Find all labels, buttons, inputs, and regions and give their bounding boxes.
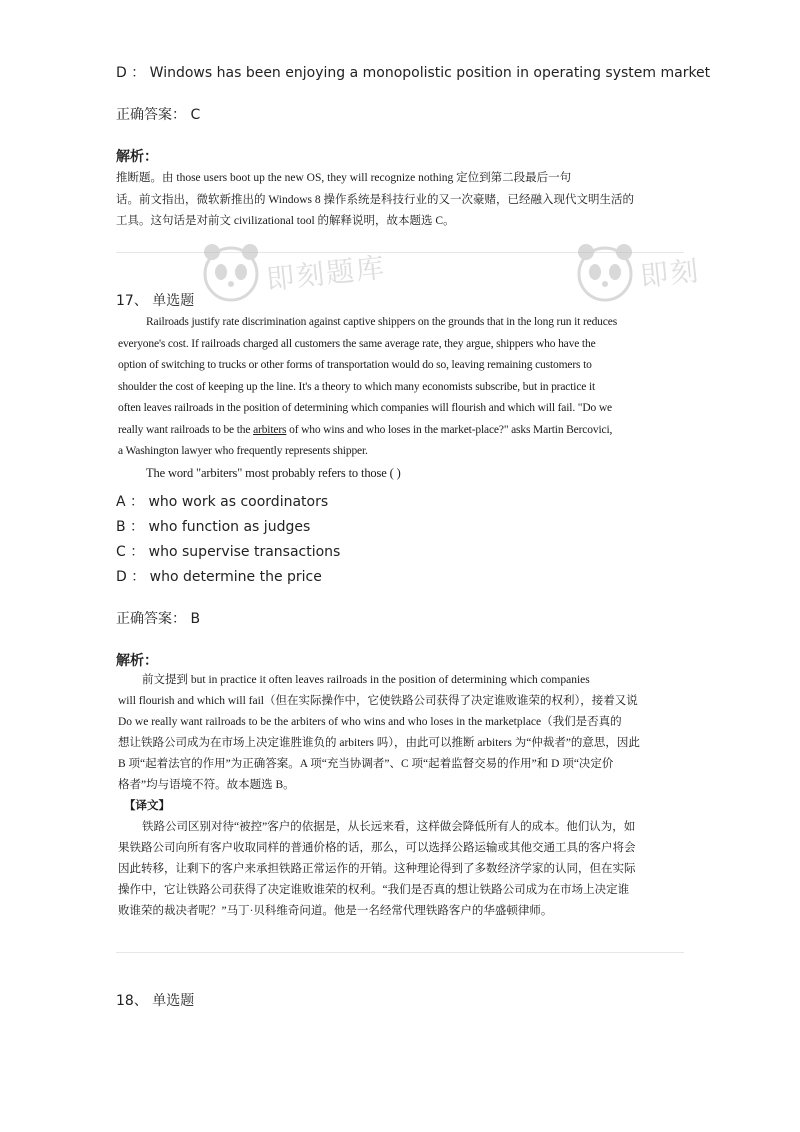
underlined-word: arbiters <box>253 423 287 436</box>
text-run: really want railroads to be the <box>118 423 254 436</box>
text-run: of who wins and who loses in the market-place?" asks Martin Bercovici, <box>286 423 613 436</box>
option-d[interactable]: D ： who determine the price <box>116 569 322 585</box>
scan-line: 果铁路公司向所有客户收取同样的普通价格的话，那么，可以选择公路运输或其他交通工具的客户将会 <box>118 842 636 854</box>
watermark <box>570 238 640 312</box>
q17-analysis-label: 解析： <box>116 653 158 669</box>
watermark <box>196 238 266 312</box>
translation-label: 【译文】 <box>124 800 170 812</box>
option-c[interactable]: C ： who supervise transactions <box>116 544 341 560</box>
q16-option-d: D ： Windows has been enjoying a monopolistic position in operating system market <box>116 65 711 81</box>
scan-line: option of switching to trucks or other forms of transportation would do so, leaving remaining customers to <box>118 359 592 371</box>
scan-line: Railroads justify rate discrimination against captive shippers on the grounds that in the long run it reduces <box>146 316 618 328</box>
divider <box>116 952 684 953</box>
scan-line: Do we really want railroads to be the arbiters of who wins and who loses in the marketplace（我们是否真的 <box>118 716 622 728</box>
q18-header: 18、 单选题 <box>116 993 195 1009</box>
scan-line: 因此转移，让剩下的客户来承担铁路正常运作的开销。这种理论得到了多数经济学家的认同，但在实际 <box>118 863 636 875</box>
panda-logo-icon <box>570 238 640 308</box>
q17-passage-scan <box>118 312 617 484</box>
option-a[interactable]: A ： who work as coordinators <box>116 494 329 510</box>
watermark-text: 即刻题库 <box>264 250 388 297</box>
scan-line: 推断题。由 those users boot up the new OS, they will recognize nothing 定位到第二段最后一句 <box>116 172 572 184</box>
scan-line: 铁路公司区别对待“被控”客户的依据是，从长远来看，这样做会降低所有人的成本。他们认为，如 <box>142 821 636 833</box>
scan-line: will flourish and which will fail（但在实际操作中，它使铁路公司获得了决定谁败谁荣的权利），接着又说 <box>118 695 638 707</box>
watermark-text: 即刻 <box>638 253 702 294</box>
scan-line: B 项“起着法官的作用”为正确答案。A 项“充当协调者”、C 项“起着监督交易的作用”和 D 项“决定价 <box>118 758 614 770</box>
scan-line: a Washington lawyer who frequently represents shipper. <box>118 445 368 457</box>
q17-header: 17、 单选题 <box>116 293 195 309</box>
option-b[interactable]: B ： who function as judges <box>116 519 311 535</box>
q17-answer: 正确答案： B <box>116 611 201 627</box>
q16-analysis-label: 解析： <box>116 149 158 165</box>
q16-analysis-scan <box>116 168 634 233</box>
scan-line <box>118 420 617 442</box>
scan-line: 格者”均与语境不符。故本题选 B。 <box>118 779 295 791</box>
question-stem: The word "arbiters" most probably refers to those ( ) <box>146 465 401 480</box>
q16-answer: 正确答案： C <box>116 107 201 123</box>
scan-line: 话。前文指出，微软新推出的 Windows 8 操作系统是科技行业的又一次豪赌，已经融入现代文明生活的 <box>116 193 634 206</box>
scan-line: 操作中，它让铁路公司获得了决定谁败谁荣的权利。“我们是否真的想让铁路公司成为在市场上决定谁 <box>118 884 630 896</box>
panda-logo-icon <box>196 238 266 308</box>
scan-line: 前文提到 but in practice it often leaves railroads in the position of determining which companies <box>142 674 590 686</box>
scan-line: everyone's cost. If railroads charged all customers the same average rate, they argue, shippers who have the <box>118 337 596 350</box>
scan-line: 想让铁路公司成为在市场上决定谁胜谁负的 arbiters 吗），由此可以推断 arbiters 为“仲裁者”的意思，因此 <box>118 737 640 749</box>
scan-line: often leaves railroads in the position of determining which companies will flourish and which will fail. "Do we <box>118 402 612 414</box>
q17-analysis-scan <box>118 670 640 922</box>
scan-line: 工具。这句话是对前文 civilizational tool 的解释说明，故本题选 C。 <box>116 215 455 227</box>
scan-line: 败谁荣的裁决者呢？”马丁·贝科维奇问道。他是一名经常代理铁路客户的华盛顿律师。 <box>118 905 553 917</box>
scan-line: shoulder the cost of keeping up the line. It's a theory to which many economists subscribe, but in practice it <box>118 380 596 393</box>
